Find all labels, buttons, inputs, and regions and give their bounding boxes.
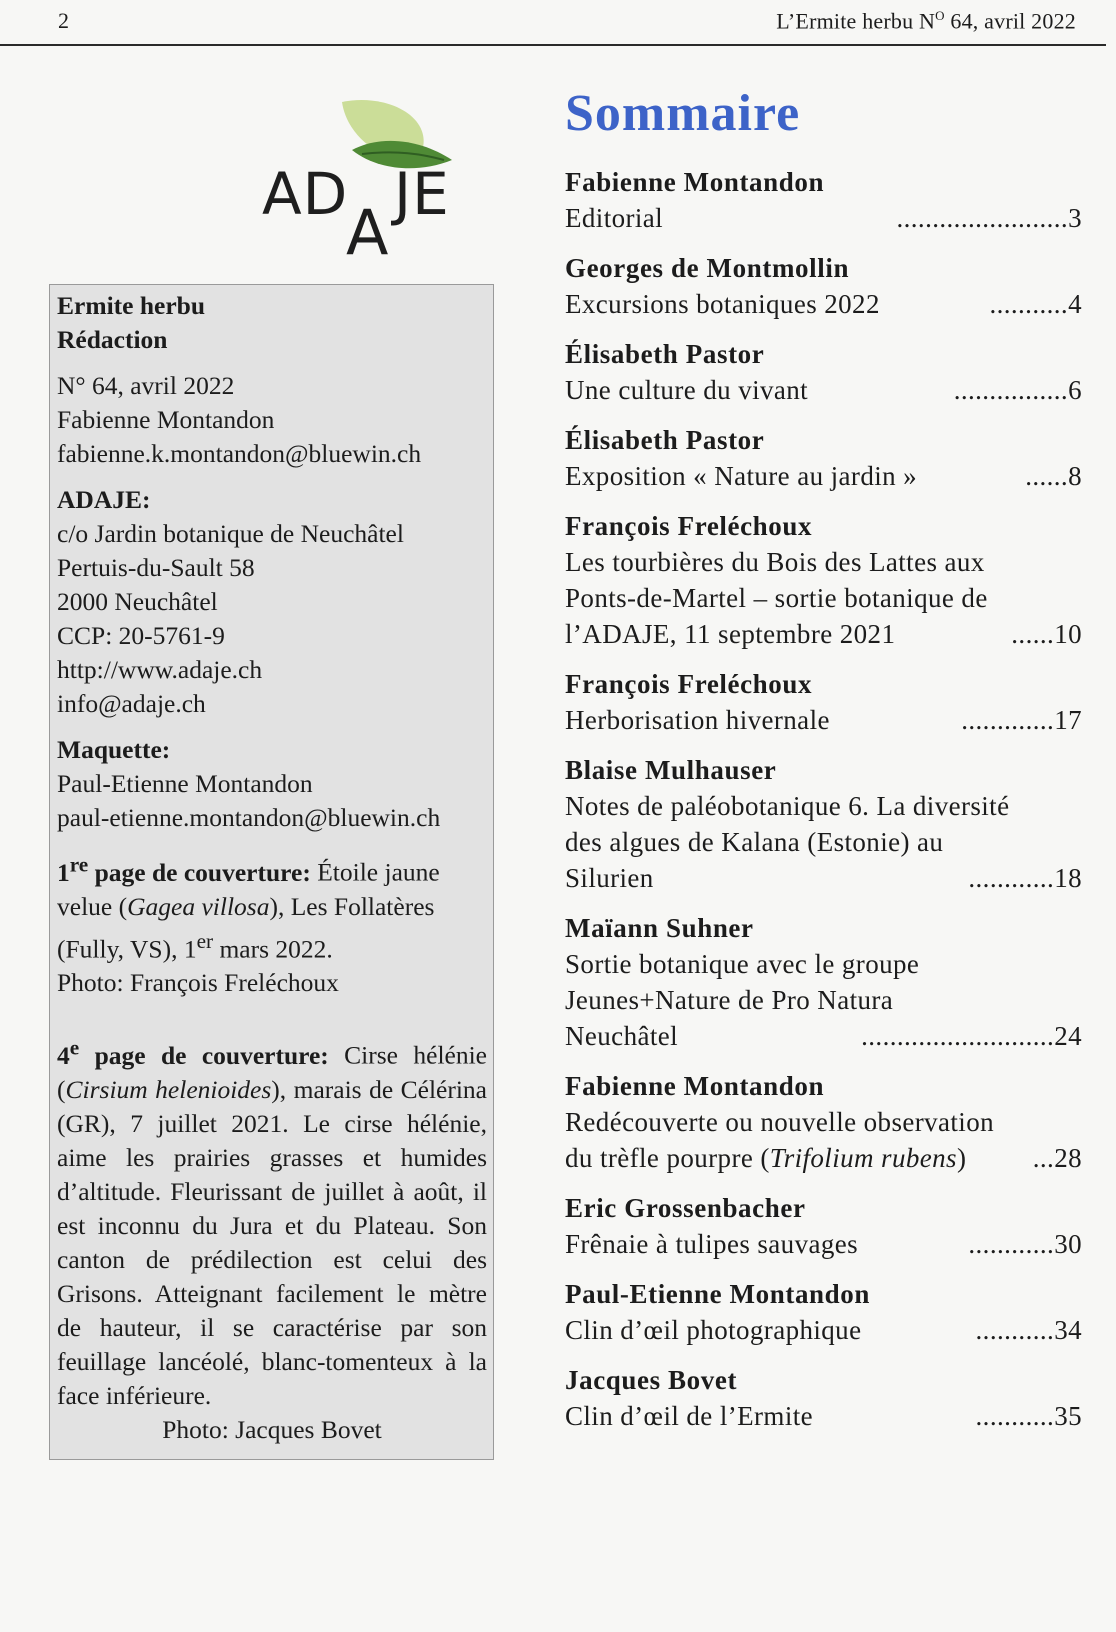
toc-entry[interactable] [565,1276,1082,1348]
toc-title-text: Clin d’œil photographique [565,1315,862,1345]
journal-name: L’Ermite herbu N [776,8,936,34]
toc-title-text: Exposition « Nature au jardin » [565,461,918,491]
toc-leader-dots: ... [1032,1143,1055,1173]
website-link[interactable]: http://www.adaje.ch [57,655,263,684]
toc-title-line: Sortie botanique avec le groupe [565,949,920,979]
toc-leader-dots: ............. [961,705,1055,735]
logo-letters-ad: AD [262,160,349,228]
toc-title-line: Redécouverte ou nouvelle observation [565,1107,995,1137]
toc-page-number: 28 [1054,1143,1082,1173]
toc-leader-dots: ................ [953,375,1069,405]
page-number: 2 [58,8,69,33]
toc-entry[interactable] [565,910,1082,1054]
cover1-ord-sup: re [69,852,89,876]
toc-species: Trifolium rubens [769,1143,957,1173]
address-line: 2000 Neuchâtel [57,587,218,616]
toc-page-number: 8 [1068,461,1082,491]
editor-name: Fabienne Montandon [57,405,275,434]
toc-page-number: 17 [1054,705,1082,735]
toc-entry[interactable] [565,1068,1082,1176]
toc-title-text: Herborisation hivernale [565,705,830,735]
toc-leader-dots: ............ [968,1229,1055,1259]
toc-title-line: des algues de Kalana (Estonie) au [565,827,944,857]
toc-title-last-line [565,1226,1082,1262]
toc-leader-dots: ........................ [896,203,1069,233]
address-line: c/o Jardin botanique de Neuchâtel [57,519,404,548]
toc-title-text: Silurien [565,863,654,893]
toc-title-text: Excursions botaniques 2022 [565,289,880,319]
toc-entry[interactable] [565,164,1082,236]
toc-title-line: Jeunes+Nature de Pro Natura [565,985,894,1015]
toc-leader-dots: ........................... [861,1021,1055,1051]
toc-title-text: Clin d’œil de l’Ermite [565,1401,814,1431]
toc-author: Fabienne Montandon [565,167,825,197]
toc-page-number: 4 [1068,289,1082,319]
toc-title-last-line [565,372,1082,408]
cover4-text: ), marais de Célérina (GR), 7 juillet 2021. Le cirse hélénie, aime les prairies grasses et humides d’altitude. Fleurissant de juillet à août, il est inconnu du Jura et du Plateau. Son canton de prédilection est celui des Grisons. Atteignant facilement le mètre de hauteur, il se caractérise par son feuillage lancéolé, blanc-tomenteux à la face inférieure. [57,1074,487,1410]
toc-author: François Freléchoux [565,511,813,541]
info-title: Ermite herbu [57,291,206,320]
cover1-text: mars 2022. [213,934,333,963]
toc-title-last-line [565,458,1082,494]
toc-entry[interactable] [565,336,1082,408]
logo-letters-je: JE [394,160,450,228]
toc-title-last-line [565,1140,1082,1176]
maquette-email[interactable]: paul-etienne.montandon@bluewin.ch [57,803,441,832]
toc-title-text: l’ADAJE, 11 septembre 2021 [565,619,896,649]
toc-title-text: Neuchâtel [565,1021,679,1051]
toc-title-last-line [565,1018,1082,1054]
toc-leader-dots: ...... [1025,461,1069,491]
toc-title-last-line [565,702,1082,738]
cover4-label: page de couverture: [79,1040,329,1070]
info-box [49,284,494,1460]
toc-author: Paul-Etienne Montandon [565,1279,870,1309]
cover1-text: ), Les Follatères (Fully, VS), 1 [57,891,435,963]
toc-leader-dots: ...... [1011,619,1055,649]
address-line: Pertuis-du-Sault 58 [57,553,255,582]
toc-page-number: 3 [1068,203,1082,233]
toc-entry[interactable] [565,508,1082,652]
cover4-ord: 4 [57,1040,70,1070]
toc-title-text: Editorial [565,203,664,233]
toc-title-text: Une culture du vivant [565,375,809,405]
info-email[interactable]: info@adaje.ch [57,689,206,718]
toc-author: Georges de Montmollin [565,253,850,283]
adaje-label: ADAJE: [57,485,151,514]
toc-author: Eric Grossenbacher [565,1193,806,1223]
toc-title-text: ) [956,1143,967,1173]
number-superscript: O [935,8,945,23]
info-subtitle: Rédaction [57,325,168,354]
toc-author: Fabienne Montandon [565,1071,825,1101]
toc-title-last-line [565,860,1082,896]
adaje-logo [262,92,502,269]
table-of-contents [565,164,1082,1448]
issue-line: N° 64, avril 2022 [57,371,235,400]
cover4-ord-sup: e [69,1035,80,1059]
toc-author: Élisabeth Pastor [565,339,765,369]
toc-entry[interactable] [565,666,1082,738]
toc-page-number: 10 [1054,619,1082,649]
toc-author: Blaise Mulhauser [565,755,777,785]
ccp-line: CCP: 20-5761-9 [57,621,225,650]
cover4-photo-credit: Photo: Jacques Bovet [162,1414,382,1444]
toc-page-number: 18 [1054,863,1082,893]
toc-title-line: Les tourbières du Bois des Lattes aux [565,547,985,577]
toc-title-last-line [565,1312,1082,1348]
toc-leader-dots: ........... [989,289,1069,319]
cover1-label: page de couverture: [88,857,311,887]
toc-entry[interactable] [565,250,1082,322]
cover4-caption [57,1030,487,1413]
toc-page-number: 6 [1068,375,1082,405]
maquette-name: Paul-Etienne Montandon [57,769,313,798]
cover1-ord: 1 [57,857,70,887]
editor-email[interactable]: fabienne.k.montandon@bluewin.ch [57,439,422,468]
cover1-text: Étoile jaune velue ( [57,857,440,921]
cover4-species: Cirsium helenioides [65,1074,272,1104]
toc-title-last-line [565,616,1082,652]
toc-entry[interactable] [565,1190,1082,1262]
toc-title-last-line [565,286,1082,322]
toc-title-text: Frênaie à tulipes sauvages [565,1229,859,1259]
toc-leader-dots: ........... [975,1315,1055,1345]
toc-author: François Freléchoux [565,669,813,699]
toc-entry[interactable] [565,752,1082,896]
toc-page-number: 35 [1054,1401,1082,1431]
cover1-species: Gagea villosa [127,891,270,921]
toc-page-number: 30 [1054,1229,1082,1259]
toc-title-last-line [565,1398,1082,1434]
issue-info: 64, avril 2022 [944,8,1076,34]
toc-entry[interactable] [565,422,1082,494]
cover4-text: Cirse hélénie ( [57,1040,487,1104]
header-rule [0,44,1106,46]
sommaire-title: Sommaire [565,85,801,142]
logo-letter-a: A [346,196,389,269]
toc-entry[interactable] [565,1362,1082,1434]
toc-author: Élisabeth Pastor [565,425,765,455]
toc-author: Jacques Bovet [565,1365,738,1395]
toc-title-line: Notes de paléobotanique 6. La diversité [565,791,1010,821]
toc-leader-dots: ........... [975,1401,1055,1431]
cover1-caption [57,847,487,966]
running-head [776,8,1076,34]
toc-page-number: 34 [1054,1315,1082,1345]
toc-author: Maïann Suhner [565,913,754,943]
toc-page-number: 24 [1054,1021,1082,1051]
cover1-date-sup: er [196,928,214,953]
toc-leader-dots: ............ [968,863,1055,893]
toc-title-last-line [565,200,1082,236]
toc-title-line: Ponts-de-Martel – sortie botanique de [565,583,988,613]
cover1-photo-credit: Photo: François Freléchoux [57,968,339,997]
toc-title-text: du trèfle pourpre ( [565,1143,770,1173]
maquette-label: Maquette: [57,735,171,764]
